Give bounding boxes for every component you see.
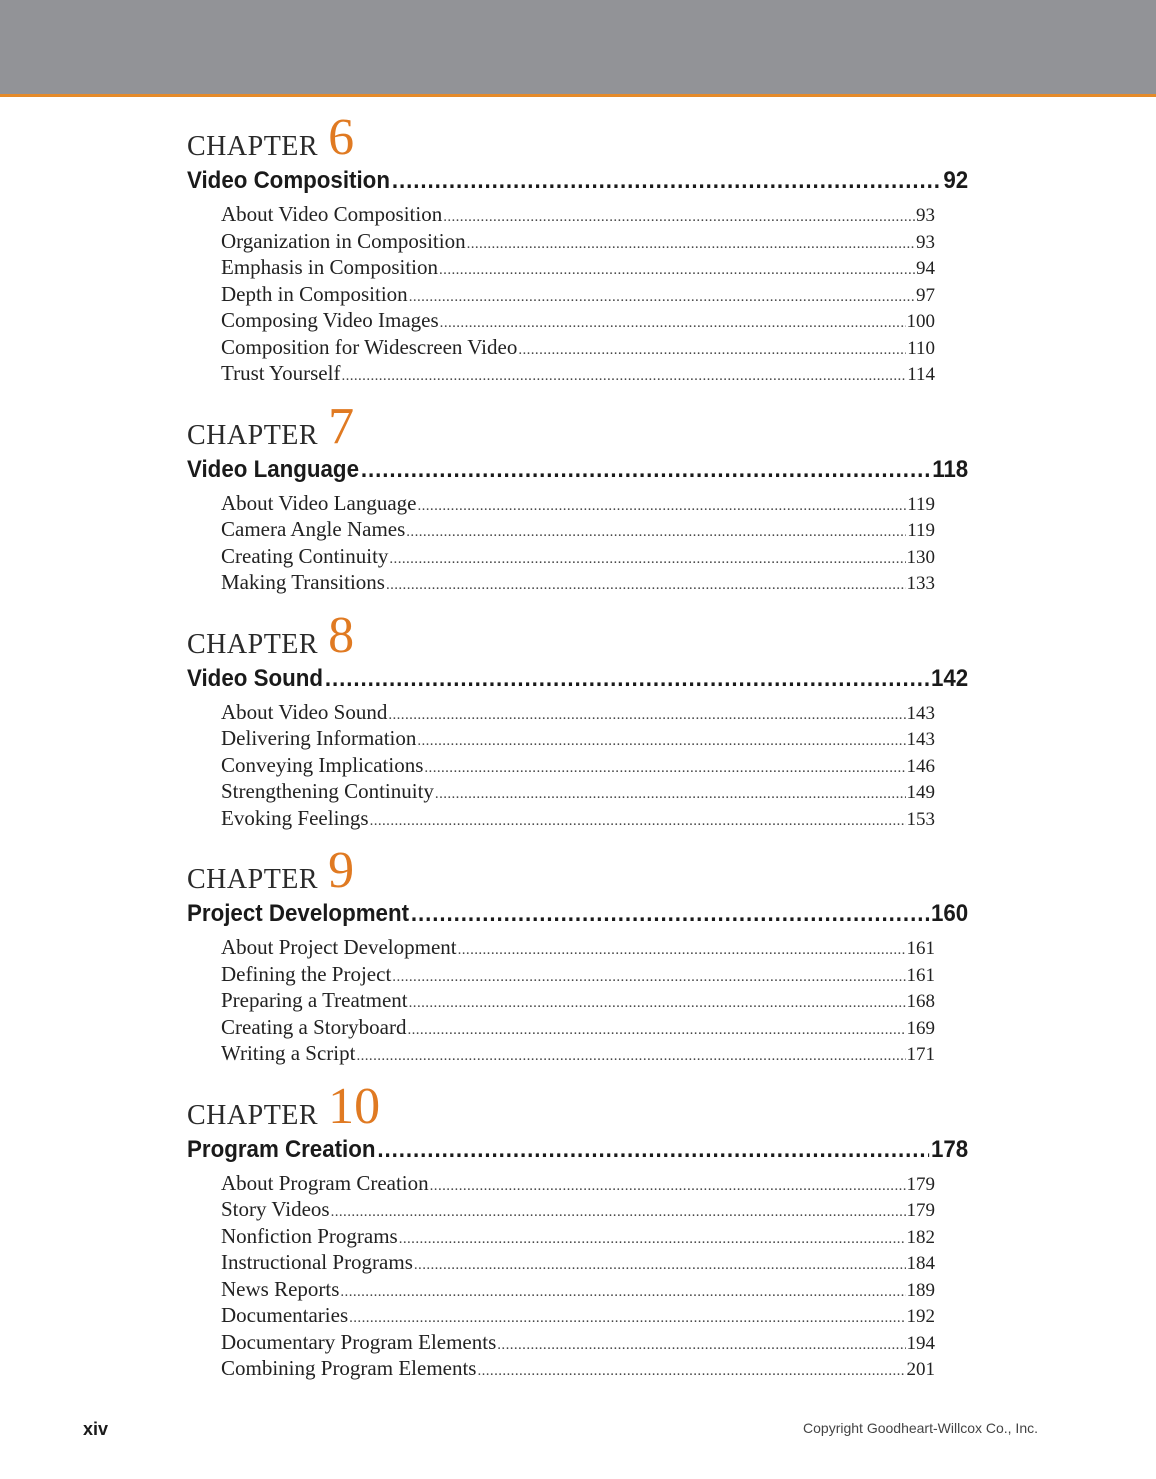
section-title: Depth in Composition bbox=[221, 281, 408, 306]
section-title: Composing Video Images bbox=[221, 308, 439, 332]
chapter-block bbox=[187, 1077, 969, 1383]
dot-leader bbox=[325, 665, 929, 693]
table-of-contents bbox=[187, 108, 969, 1383]
chapter-title-entry[interactable] bbox=[187, 665, 968, 697]
dot-leader bbox=[377, 1136, 929, 1164]
section-entry[interactable] bbox=[221, 1224, 935, 1251]
section-title: About Video Language bbox=[221, 490, 417, 515]
dot-leader bbox=[406, 524, 906, 541]
section-page: 189 bbox=[906, 1279, 935, 1301]
chapter-number: 8 bbox=[328, 606, 355, 664]
section-page: 146 bbox=[906, 755, 935, 777]
chapter-word: CHAPTER bbox=[187, 131, 319, 162]
section-title: Making Transitions bbox=[221, 570, 385, 594]
section-entry[interactable] bbox=[221, 1303, 935, 1330]
chapter-label bbox=[187, 606, 969, 663]
section-title: Instructional Programs bbox=[221, 1250, 413, 1274]
section-list bbox=[221, 935, 935, 1068]
section-page: 143 bbox=[906, 702, 935, 724]
section-page: 194 bbox=[906, 1332, 935, 1354]
section-title: Trust Yourself bbox=[221, 361, 341, 385]
dot-leader bbox=[392, 167, 942, 195]
section-entry[interactable] bbox=[221, 1015, 935, 1042]
section-entry[interactable] bbox=[221, 962, 935, 989]
section-page: 114 bbox=[907, 364, 935, 385]
section-entry[interactable] bbox=[221, 988, 935, 1015]
dot-leader bbox=[349, 1310, 905, 1327]
dot-leader bbox=[414, 1257, 906, 1274]
section-page: 201 bbox=[906, 1359, 935, 1380]
section-page: 93 bbox=[916, 205, 935, 226]
chapter-title-entry[interactable] bbox=[187, 900, 968, 932]
dot-leader bbox=[477, 1363, 905, 1380]
section-entry[interactable] bbox=[221, 255, 935, 282]
section-page: 179 bbox=[906, 1200, 935, 1221]
section-page: 171 bbox=[906, 1044, 935, 1065]
dot-leader bbox=[340, 1284, 905, 1301]
section-list bbox=[221, 491, 935, 597]
chapter-word: CHAPTER bbox=[187, 1099, 319, 1131]
section-entry[interactable] bbox=[221, 1356, 935, 1383]
section-entry[interactable] bbox=[221, 282, 935, 309]
section-title: Delivering Information bbox=[221, 726, 417, 750]
dot-leader bbox=[370, 813, 906, 830]
chapter-number: 10 bbox=[328, 1077, 381, 1135]
dot-leader bbox=[409, 289, 915, 306]
dot-leader bbox=[430, 1178, 906, 1195]
chapter-label bbox=[187, 397, 969, 454]
section-page: 100 bbox=[906, 311, 935, 332]
chapter-word: CHAPTER bbox=[187, 628, 319, 660]
section-title: Evoking Feelings bbox=[221, 805, 369, 830]
dot-leader bbox=[386, 577, 906, 594]
dot-leader bbox=[341, 368, 906, 385]
section-entry[interactable] bbox=[221, 700, 935, 727]
chapter-page: 178 bbox=[930, 1135, 969, 1163]
section-entry[interactable] bbox=[221, 1197, 935, 1224]
section-page: 153 bbox=[906, 808, 935, 830]
section-page: 94 bbox=[916, 258, 935, 279]
section-title: Nonfiction Programs bbox=[221, 1223, 398, 1248]
chapter-word: CHAPTER bbox=[187, 419, 319, 451]
section-title: About Project Development bbox=[221, 935, 457, 959]
chapter-word: CHAPTER bbox=[187, 864, 319, 895]
section-title: About Program Creation bbox=[221, 1170, 429, 1195]
section-entry[interactable] bbox=[221, 308, 935, 335]
chapter-title-entry[interactable] bbox=[187, 1136, 968, 1168]
section-page: 133 bbox=[906, 573, 935, 594]
chapter-page: 142 bbox=[930, 664, 969, 692]
dot-leader bbox=[389, 551, 905, 568]
section-page: 149 bbox=[906, 782, 935, 803]
section-page: 182 bbox=[906, 1226, 935, 1248]
dot-leader bbox=[435, 786, 906, 803]
chapter-title: Video Sound bbox=[187, 664, 323, 692]
dot-leader bbox=[411, 900, 929, 928]
dot-leader bbox=[518, 342, 906, 359]
dot-leader bbox=[417, 498, 906, 515]
chapter-label bbox=[187, 108, 969, 165]
dot-leader bbox=[361, 456, 930, 484]
section-entry[interactable] bbox=[221, 1171, 935, 1198]
section-entry[interactable] bbox=[221, 544, 935, 571]
chapter-title: Video Language bbox=[187, 455, 359, 483]
section-list bbox=[221, 700, 935, 833]
section-page: 143 bbox=[906, 729, 935, 750]
dot-leader bbox=[424, 760, 905, 777]
section-title: Camera Angle Names bbox=[221, 517, 406, 541]
section-title: Combining Program Elements bbox=[221, 1356, 477, 1380]
section-entry[interactable] bbox=[221, 229, 935, 256]
dot-leader bbox=[409, 995, 906, 1012]
page-number: xiv bbox=[83, 1419, 109, 1439]
section-title: About Video Composition bbox=[221, 202, 443, 226]
chapter-number: 6 bbox=[328, 109, 355, 166]
section-page: 179 bbox=[906, 1173, 935, 1195]
header-rule bbox=[0, 94, 1156, 97]
copyright-notice: Copyright Goodheart-Willcox Co., Inc. bbox=[803, 1420, 1038, 1436]
section-title: Conveying Implications bbox=[221, 752, 424, 777]
section-list bbox=[221, 1171, 935, 1383]
chapter-page: 118 bbox=[932, 455, 969, 483]
chapter-block bbox=[187, 108, 969, 388]
chapter-title: Project Development bbox=[187, 900, 410, 927]
section-entry[interactable] bbox=[221, 202, 935, 229]
section-entry[interactable] bbox=[221, 517, 935, 544]
section-title: Preparing a Treatment bbox=[221, 988, 408, 1012]
section-entry[interactable] bbox=[221, 1330, 935, 1357]
section-title: News Reports bbox=[221, 1276, 340, 1301]
section-page: 119 bbox=[907, 520, 935, 541]
section-title: Defining the Project bbox=[221, 961, 392, 986]
section-list bbox=[221, 202, 935, 388]
chapter-page: 160 bbox=[930, 900, 969, 927]
section-page: 97 bbox=[916, 284, 935, 306]
section-page: 161 bbox=[906, 964, 935, 986]
dot-leader bbox=[356, 1048, 905, 1065]
section-page: 130 bbox=[906, 546, 935, 568]
chapter-page: 92 bbox=[943, 167, 969, 194]
dot-leader bbox=[440, 315, 906, 332]
chapter-label bbox=[187, 841, 969, 898]
section-entry[interactable] bbox=[221, 335, 935, 362]
section-page: 110 bbox=[907, 337, 935, 359]
section-title: Documentaries bbox=[221, 1303, 349, 1327]
dot-leader bbox=[388, 707, 905, 724]
section-title: Story Videos bbox=[221, 1197, 330, 1221]
section-title: About Video Sound bbox=[221, 699, 388, 724]
section-entry[interactable] bbox=[221, 361, 935, 388]
section-page: 192 bbox=[906, 1306, 935, 1327]
section-entry[interactable] bbox=[221, 753, 935, 780]
section-title: Emphasis in Composition bbox=[221, 255, 439, 279]
section-page: 93 bbox=[916, 231, 935, 253]
section-page: 161 bbox=[906, 938, 935, 959]
section-page: 169 bbox=[906, 1017, 935, 1039]
chapter-block bbox=[187, 841, 969, 1068]
section-title: Strengthening Continuity bbox=[221, 779, 434, 803]
section-entry[interactable] bbox=[221, 1041, 935, 1068]
section-title: Creating a Storyboard bbox=[221, 1014, 407, 1039]
chapter-title-entry[interactable] bbox=[187, 167, 968, 199]
dot-leader bbox=[417, 733, 905, 750]
dot-leader bbox=[439, 262, 915, 279]
dot-leader bbox=[467, 236, 915, 253]
section-entry[interactable] bbox=[221, 806, 935, 833]
section-title: Organization in Composition bbox=[221, 228, 466, 253]
section-title: Composition for Widescreen Video bbox=[221, 334, 518, 359]
dot-leader bbox=[407, 1022, 905, 1039]
section-entry[interactable] bbox=[221, 570, 935, 597]
section-entry[interactable] bbox=[221, 1277, 935, 1304]
chapter-title: Video Composition bbox=[187, 167, 390, 194]
chapter-title-entry[interactable] bbox=[187, 456, 968, 488]
header-bar bbox=[0, 0, 1156, 94]
dot-leader bbox=[497, 1337, 905, 1354]
chapter-number: 9 bbox=[328, 842, 355, 899]
chapter-block bbox=[187, 606, 969, 833]
section-entry[interactable] bbox=[221, 935, 935, 962]
section-title: Creating Continuity bbox=[221, 543, 389, 568]
section-page: 168 bbox=[906, 991, 935, 1012]
section-page: 119 bbox=[907, 493, 935, 515]
section-entry[interactable] bbox=[221, 779, 935, 806]
dot-leader bbox=[399, 1231, 906, 1248]
section-page: 184 bbox=[906, 1253, 935, 1274]
section-entry[interactable] bbox=[221, 1250, 935, 1277]
chapter-label bbox=[187, 1077, 969, 1134]
chapter-number: 7 bbox=[328, 397, 355, 455]
section-entry[interactable] bbox=[221, 726, 935, 753]
section-title: Writing a Script bbox=[221, 1041, 356, 1065]
chapter-block bbox=[187, 397, 969, 597]
dot-leader bbox=[392, 969, 905, 986]
section-entry[interactable] bbox=[221, 491, 935, 518]
dot-leader bbox=[458, 942, 906, 959]
dot-leader bbox=[443, 209, 915, 226]
chapter-title: Program Creation bbox=[187, 1135, 376, 1163]
section-title: Documentary Program Elements bbox=[221, 1329, 497, 1354]
dot-leader bbox=[331, 1204, 906, 1221]
